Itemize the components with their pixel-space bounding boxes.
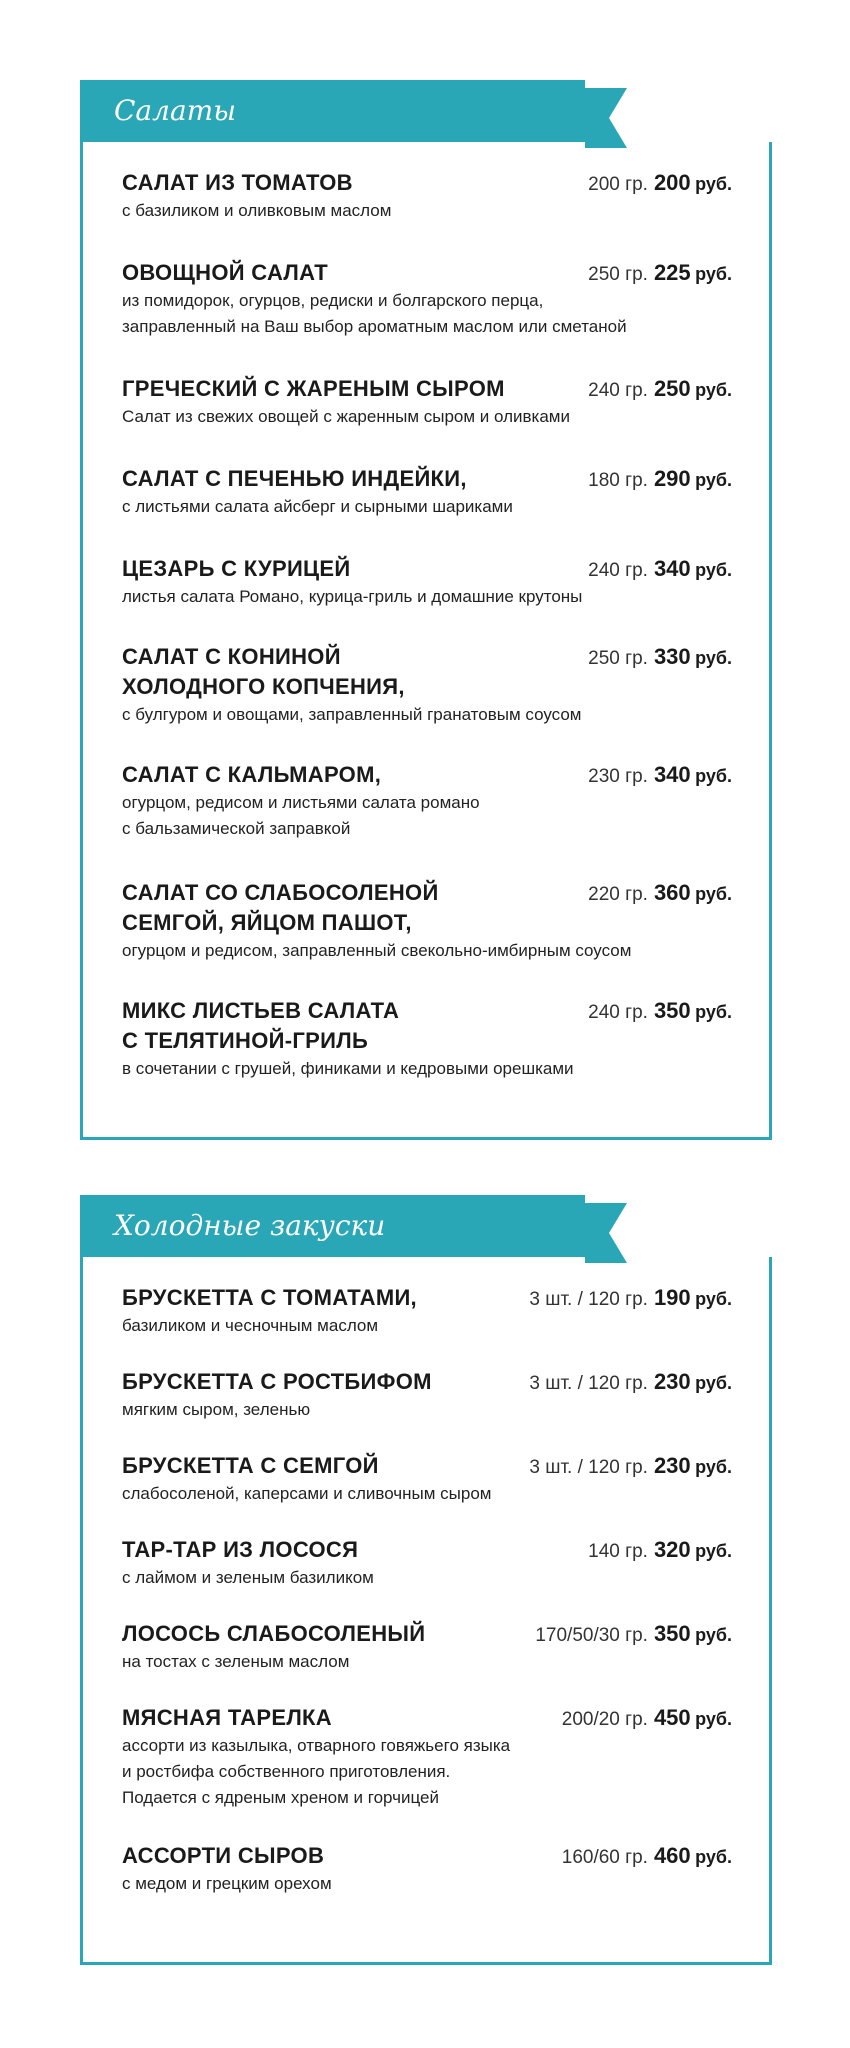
cold-appetizers-list	[122, 1283, 732, 1925]
item-currency: руб.	[695, 1002, 732, 1022]
item-price	[588, 258, 732, 291]
menu-item	[122, 1619, 732, 1703]
item-amount: 250	[653, 376, 691, 401]
menu-item	[122, 374, 732, 464]
salads-list	[122, 168, 732, 1088]
menu-item	[122, 760, 732, 878]
item-name: САЛАТ С ПЕЧЕНЬЮ ИНДЕЙКИ,	[122, 466, 467, 491]
item-amount: 230	[653, 1369, 691, 1394]
item-amount: 230	[653, 1453, 691, 1478]
item-name: САЛАТ С КОНИНОЙ ХОЛОДНОГО КОПЧЕНИЯ,	[122, 644, 405, 699]
item-price	[588, 464, 732, 497]
item-currency: руб.	[695, 380, 732, 400]
menu-item	[122, 1703, 732, 1841]
item-amount: 350	[653, 1621, 691, 1646]
item-name: ГРЕЧЕСКИЙ С ЖАРЕНЫМ СЫРОМ	[122, 376, 505, 401]
item-weight: 3 шт. / 120 гр.	[529, 1289, 648, 1310]
item-weight: 3 шт. / 120 гр.	[529, 1373, 648, 1394]
item-description: с листьями салата айсберг и сырными шариками	[122, 497, 513, 516]
item-name: ЛОСОСЬ СЛАБОСОЛЕНЫЙ	[122, 1621, 426, 1646]
item-description: мягким сыром, зеленью	[122, 1400, 311, 1419]
item-price	[529, 1283, 732, 1316]
item-name: МЯСНАЯ ТАРЕЛКА	[122, 1705, 332, 1730]
menu-item	[122, 642, 732, 760]
item-amount: 450	[653, 1705, 691, 1730]
item-name: ОВОЩНОЙ САЛАТ	[122, 260, 328, 285]
item-weight: 220 гр.	[588, 884, 648, 905]
item-weight: 250 гр.	[588, 264, 648, 285]
menu-item	[122, 258, 732, 374]
item-description: с базиликом и оливковым маслом	[122, 201, 392, 220]
item-weight: 200/20 гр.	[561, 1709, 648, 1730]
item-name: САЛАТ С КАЛЬМАРОМ,	[122, 762, 382, 787]
item-price	[529, 1451, 732, 1484]
menu-item	[122, 1283, 732, 1367]
item-currency: руб.	[695, 560, 732, 580]
item-description: слабосоленой, каперсами и сливочным сыром	[122, 1484, 492, 1503]
menu-item	[122, 1841, 732, 1925]
item-amount: 340	[653, 556, 691, 581]
item-weight: 160/60 гр.	[561, 1847, 648, 1868]
item-name: БРУСКЕТТА С СЕМГОЙ	[122, 1453, 379, 1478]
item-currency: руб.	[695, 884, 732, 904]
ribbon-flag-icon	[585, 88, 627, 148]
menu-item	[122, 996, 732, 1088]
item-price	[588, 760, 732, 793]
item-name: МИКС ЛИСТЬЕВ САЛАТА С ТЕЛЯТИНОЙ-ГРИЛЬ	[122, 998, 400, 1053]
item-name: БРУСКЕТТА С РОСТБИФОМ	[122, 1369, 432, 1394]
item-price	[588, 642, 732, 675]
menu-item	[122, 1451, 732, 1535]
item-currency: руб.	[695, 264, 732, 284]
item-amount: 290	[653, 466, 691, 491]
item-description: с булгуром и овощами, заправленный гранатовым соусом	[122, 705, 582, 724]
menu-item	[122, 1367, 732, 1451]
item-description: в сочетании с грушей, финиками и кедровыми орешками	[122, 1059, 574, 1078]
item-price	[562, 1703, 732, 1736]
item-description: из помидорок, огурцов, редиски и болгарского перца, заправленный на Ваш выбор ароматным маслом или сметаной	[122, 291, 627, 336]
item-weight: 180 гр.	[588, 470, 648, 491]
item-price	[562, 1841, 732, 1874]
item-amount: 360	[653, 880, 691, 905]
item-description: базиликом и чесночным маслом	[122, 1316, 379, 1335]
item-weight: 3 шт. / 120 гр.	[529, 1457, 648, 1478]
item-description: на тостах с зеленым маслом	[122, 1652, 350, 1671]
item-description: с лаймом и зеленым базиликом	[122, 1568, 374, 1587]
item-currency: руб.	[695, 1373, 732, 1393]
item-price	[588, 996, 732, 1029]
menu-section-salads	[80, 80, 772, 1130]
item-currency: руб.	[695, 1457, 732, 1477]
menu-item	[122, 1535, 732, 1619]
item-amount: 225	[653, 260, 691, 285]
menu-item	[122, 878, 732, 996]
item-name: ТАР-ТАР ИЗ ЛОСОСЯ	[122, 1537, 359, 1562]
item-name: ЦЕЗАРЬ С КУРИЦЕЙ	[122, 556, 351, 581]
item-amount: 200	[653, 170, 691, 195]
menu-item	[122, 554, 732, 642]
item-description: огурцом, редисом и листьями салата романо с бальзамической заправкой	[122, 793, 480, 838]
item-currency: руб.	[695, 1541, 732, 1561]
item-amount: 340	[653, 762, 691, 787]
item-weight: 230 гр.	[588, 766, 648, 787]
item-currency: руб.	[695, 766, 732, 786]
item-name: САЛАТ СО СЛАБОСОЛЕНОЙ СЕМГОЙ, ЯЙЦОМ ПАШОТ,	[122, 880, 439, 935]
item-currency: руб.	[695, 1847, 732, 1867]
item-name: БРУСКЕТТА С ТОМАТАМИ,	[122, 1285, 417, 1310]
item-weight: 170/50/30 гр.	[535, 1625, 648, 1646]
ribbon-flag-icon	[585, 1203, 627, 1263]
item-name: АССОРТИ СЫРОВ	[122, 1843, 325, 1868]
item-description: ассорти из казылыка, отварного говяжьего языка и ростбифа собственного приготовления. Подается с ядреным хреном и горчицей	[122, 1736, 511, 1807]
item-description: листья салата Романо, курица-гриль и домашние крутоны	[122, 587, 583, 606]
item-amount: 320	[653, 1537, 691, 1562]
item-currency: руб.	[695, 470, 732, 490]
item-amount: 190	[653, 1285, 691, 1310]
item-price	[535, 1619, 732, 1652]
item-amount: 350	[653, 998, 691, 1023]
item-price	[588, 374, 732, 407]
item-currency: руб.	[695, 1625, 732, 1645]
item-description: Салат из свежих овощей с жаренным сыром и оливками	[122, 407, 570, 426]
item-name: САЛАТ ИЗ ТОМАТОВ	[122, 170, 353, 195]
item-amount: 330	[653, 644, 691, 669]
item-price	[529, 1367, 732, 1400]
menu-item	[122, 168, 732, 258]
item-amount: 460	[653, 1843, 691, 1868]
item-description: огурцом и редисом, заправленный свекольно-имбирным соусом	[122, 941, 632, 960]
item-currency: руб.	[695, 174, 732, 194]
item-currency: руб.	[695, 1289, 732, 1309]
item-weight: 140 гр.	[588, 1541, 648, 1562]
section-title: Салаты	[80, 80, 585, 142]
item-currency: руб.	[695, 1709, 732, 1729]
menu-item	[122, 464, 732, 554]
item-weight: 240 гр.	[588, 1002, 648, 1023]
section-title: Холодные закуски	[80, 1195, 585, 1257]
item-weight: 240 гр.	[588, 560, 648, 581]
item-price	[588, 554, 732, 587]
item-description: с медом и грецким орехом	[122, 1874, 332, 1893]
item-weight: 240 гр.	[588, 380, 648, 401]
item-weight: 200 гр.	[588, 174, 648, 195]
menu-section-cold-appetizers	[80, 1195, 772, 1955]
item-currency: руб.	[695, 648, 732, 668]
item-weight: 250 гр.	[588, 648, 648, 669]
item-price	[588, 1535, 732, 1568]
item-price	[588, 878, 732, 911]
item-price	[588, 168, 732, 201]
